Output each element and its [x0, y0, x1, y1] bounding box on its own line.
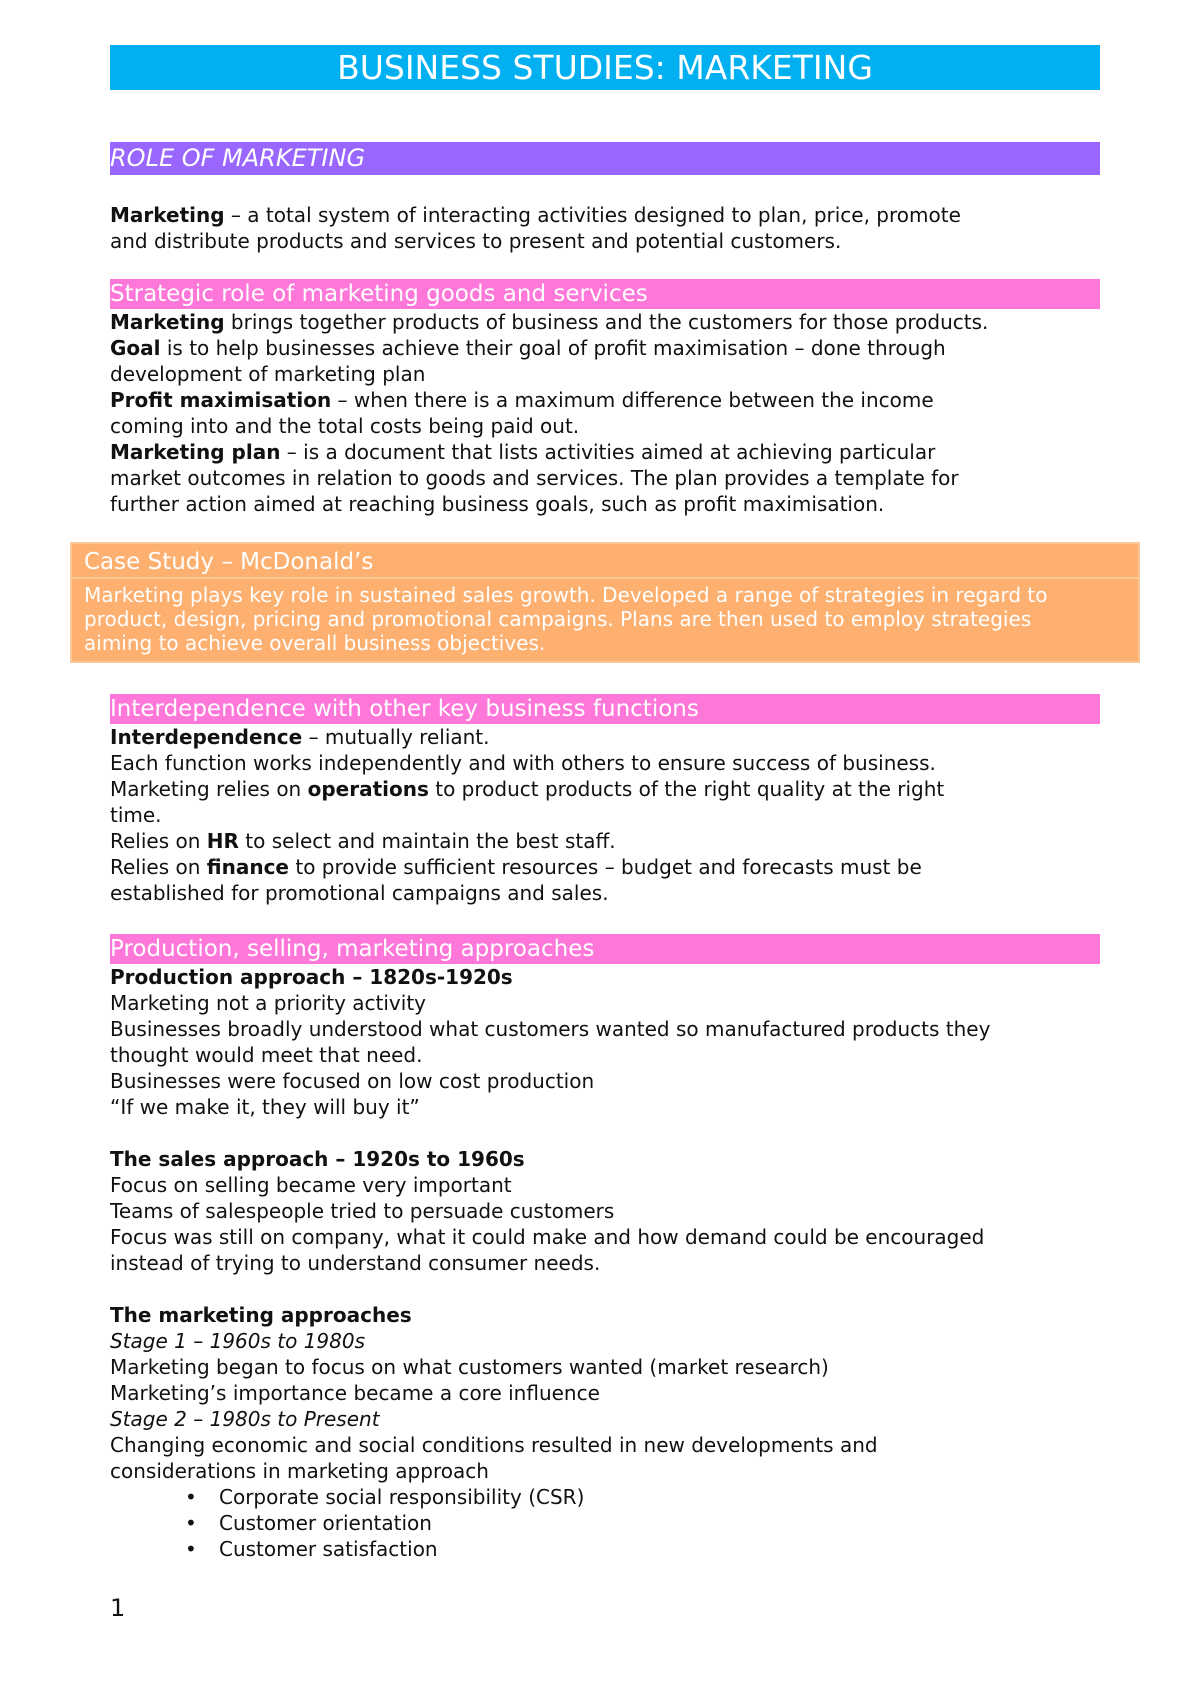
marketing-line: Marketing began to focus on what customers wanted (market research) — [110, 1355, 829, 1379]
interdependence-line: Relies on — [110, 855, 207, 879]
production-line: thought would meet that need. — [110, 1043, 423, 1067]
interdependence-line: established for promotional campaigns and sales. — [110, 881, 609, 905]
production-line: “If we make it, they will buy it” — [110, 1095, 420, 1119]
marketing-line: Marketing’s importance became a core influence — [110, 1381, 600, 1405]
definition-text-2: and distribute products and services to present and potential customers. — [110, 229, 842, 253]
sales-approach-title: The sales approach – 1920s to 1960s — [110, 1147, 525, 1171]
marketing-line: Changing economic and social conditions resulted in new developments and — [110, 1433, 878, 1457]
strategic-line: brings together products of business and the customers for those products. — [224, 310, 989, 334]
interdependence-term-finance: finance — [206, 855, 289, 879]
marketing-approach-title: The marketing approaches — [110, 1303, 412, 1327]
bullet-item — [110, 1484, 1100, 1510]
case-study-line: product, design, pricing and promotional campaigns. Plans are then used to employ strategies — [84, 607, 1032, 631]
bullet-item — [110, 1510, 1100, 1536]
strategic-line: development of marketing plan — [110, 362, 426, 386]
interdependence-line: – mutually reliant. — [302, 725, 490, 749]
strategic-line: – when there is a maximum difference between the income — [331, 388, 934, 412]
case-study-heading: Case Study – McDonald’s — [72, 544, 1138, 579]
document-title: BUSINESS STUDIES: MARKETING — [110, 45, 1100, 90]
strategic-line: market outcomes in relation to goods and services. The plan provides a template for — [110, 466, 959, 490]
case-study-line: aiming to achieve overall business objectives. — [84, 631, 546, 655]
interdependence-line: Each function works independently and with others to ensure success of business. — [110, 751, 936, 775]
spacer — [110, 1276, 1100, 1302]
sales-line: instead of trying to understand consumer needs. — [110, 1251, 601, 1275]
bullet-item — [110, 1536, 1100, 1562]
interdependence-line: to select and maintain the best staff. — [238, 829, 616, 853]
strategic-line: is to help businesses achieve their goal of profit maximisation – done through — [160, 336, 946, 360]
sales-line: Teams of salespeople tried to persuade customers — [110, 1199, 615, 1223]
production-approach-title: Production approach – 1820s-1920s — [110, 965, 513, 989]
bullet-text: Customer satisfaction — [219, 1537, 438, 1561]
sales-line: Focus on selling became very important — [110, 1173, 512, 1197]
interdependence-term: Interdependence — [110, 725, 303, 749]
interdependence-section — [110, 694, 1100, 906]
stage-1-label: Stage 1 – 1960s to 1980s — [110, 1329, 366, 1353]
interdependence-line: to provide sufficient resources – budget and forecasts must be — [289, 855, 922, 879]
interdependence-line: time. — [110, 803, 162, 827]
interdependence-term-hr: HR — [206, 829, 239, 853]
strategic-section — [110, 279, 1100, 517]
stage-2-bullet-list — [110, 1484, 1100, 1562]
bullet-text: Corporate social responsibility (CSR) — [219, 1485, 585, 1509]
bullet-icon: • — [185, 1537, 197, 1561]
interdependence-line: to product products of the right quality at the right — [428, 777, 945, 801]
interdependence-heading: Interdependence with other key business functions — [110, 694, 1100, 724]
case-study-body — [72, 579, 1138, 659]
bullet-icon: • — [185, 1485, 197, 1509]
bullet-text: Customer orientation — [219, 1511, 432, 1535]
case-study-box — [70, 542, 1140, 663]
interdependence-term-operations: operations — [307, 777, 429, 801]
strategic-term-goal: Goal — [110, 336, 161, 360]
strategic-term-plan: Marketing plan — [110, 440, 281, 464]
production-line: Marketing not a priority activity — [110, 991, 427, 1015]
strategic-heading: Strategic role of marketing goods and services — [110, 279, 1100, 309]
stage-2-label: Stage 2 – 1980s to Present — [110, 1407, 380, 1431]
spacer — [110, 1120, 1100, 1146]
definition-term: Marketing — [110, 203, 225, 227]
case-study-line: Marketing plays key role in sustained sales growth. Developed a range of strategies in regard to — [84, 583, 1048, 607]
page-number: 1 — [110, 1594, 126, 1622]
approaches-heading: Production, selling, marketing approaches — [110, 934, 1100, 964]
marketing-definition — [110, 202, 1100, 254]
strategic-line: coming into and the total costs being paid out. — [110, 414, 580, 438]
interdependence-line: Relies on — [110, 829, 207, 853]
sales-line: Focus was still on company, what it could make and how demand could be encouraged — [110, 1225, 985, 1249]
role-heading: ROLE OF MARKETING — [110, 142, 1100, 175]
strategic-line: further action aimed at reaching business goals, such as profit maximisation. — [110, 492, 885, 516]
strategic-term-marketing: Marketing — [110, 310, 225, 334]
production-line: Businesses broadly understood what customers wanted so manufactured products they — [110, 1017, 991, 1041]
strategic-line: – is a document that lists activities aimed at achieving particular — [280, 440, 936, 464]
marketing-line: considerations in marketing approach — [110, 1459, 489, 1483]
definition-text: – a total system of interacting activities designed to plan, price, promote — [224, 203, 961, 227]
interdependence-line: Marketing relies on — [110, 777, 308, 801]
production-line: Businesses were focused on low cost production — [110, 1069, 595, 1093]
approaches-section — [110, 934, 1100, 1562]
strategic-term-profit: Profit maximisation — [110, 388, 332, 412]
bullet-icon: • — [185, 1511, 197, 1535]
